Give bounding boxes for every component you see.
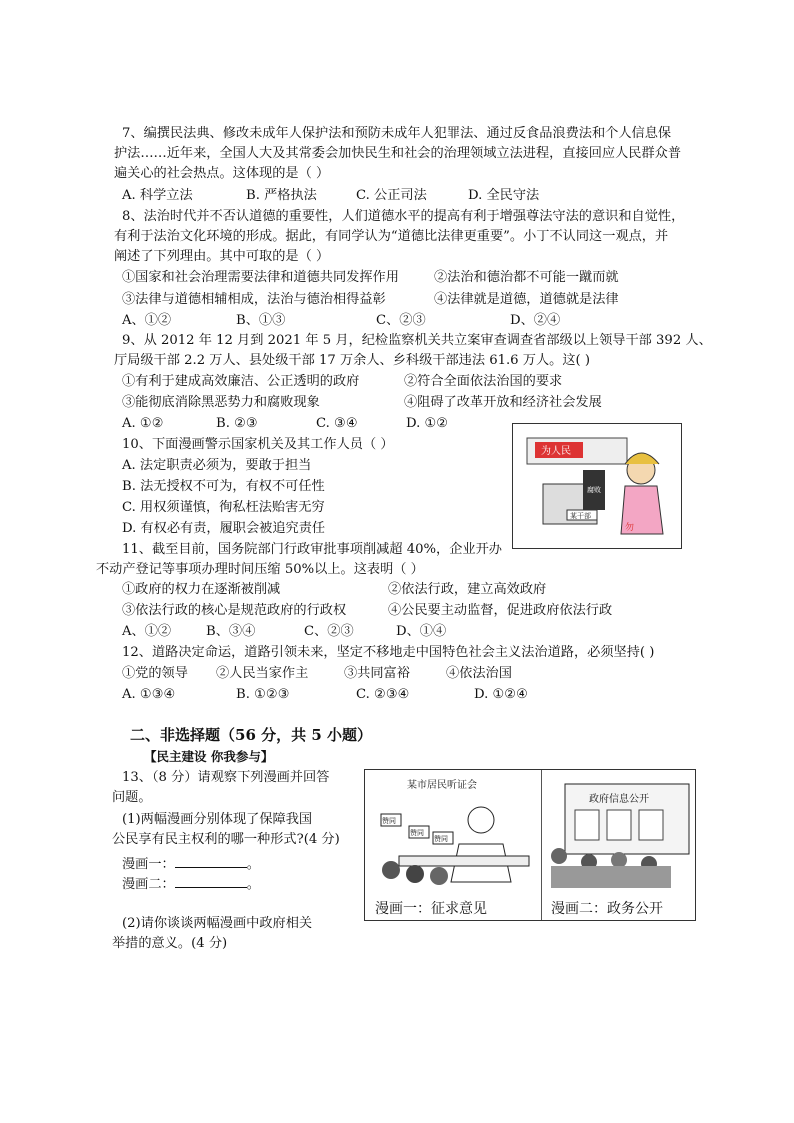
section-2-title: 二、非选择题（56 分，共 5 小题）: [130, 726, 372, 744]
q13-answer-1-label: 漫画一：: [122, 857, 175, 872]
q7-option-a: A. 科学立法: [122, 188, 193, 203]
q13-cartoon-2-drawing: [545, 774, 693, 894]
q8-option-c: C、②③: [376, 313, 426, 328]
cartoon-2-notice-2: [607, 810, 631, 840]
q10-option-c: C. 用权须谨慎，徇私枉法贻害无穷: [122, 500, 325, 515]
cartoon-1-sign-1-text: 赞同: [382, 817, 396, 825]
cartoon-2-crowd: [551, 866, 671, 888]
q13-cartoons: [364, 769, 696, 921]
q13-part2-line1: (2)请你谈谈两幅漫画中政府相关: [122, 916, 313, 931]
q7-line3: 遍关心的社会热点。这体现的是（ ）: [114, 166, 330, 181]
q13-answer-2-blank[interactable]: [175, 873, 247, 888]
q10-cartoon: [512, 423, 682, 549]
q10-line1: 10、下面漫画警示国家机关及其工作人员（ ）: [122, 437, 394, 452]
q12-option-d: D. ①②④: [474, 687, 528, 702]
q12-option-a: A. ①③④: [122, 687, 176, 702]
q13-answer-1-period: 。: [246, 857, 260, 872]
cartoon-1-caption: 漫画一：征求意见: [375, 901, 487, 917]
q11-statement-3: ③依法行政的核心是规范政府的行政权: [122, 603, 347, 618]
q9-option-d: D. ①②: [406, 416, 449, 431]
q11-statement-1: ①政府的权力在逐渐被削减: [122, 582, 281, 597]
cartoon-tag-text: 勿: [625, 523, 635, 533]
q8-line2: 有利于法治文化环境的形成。据此，有同学认为“道德比法律更重要”。小丁不认同这一观点，并: [114, 229, 669, 244]
cartoon-2-person-3: [611, 852, 627, 868]
q13-answer-2: [122, 873, 260, 895]
q12-line1: 12、道路决定命运，道路引领未来，坚定不移地走中国特色社会主义法治道路，必须坚持( ): [122, 645, 655, 660]
q7-option-d: D. 全民守法: [468, 188, 540, 203]
q13-part1-line2: 公民享有民主权利的哪一种形式?(4 分): [112, 832, 340, 847]
cartoon-1-title: 某市居民听证会: [407, 780, 477, 791]
q8-statement-1: ①国家和社会治理需要法律和道德共同发挥作用: [122, 270, 399, 285]
cartoon-2-notice-3: [639, 810, 663, 840]
cartoon-2-caption: 漫画二：政务公开: [551, 901, 663, 917]
q13-part2-line2: 举措的意义。(4 分): [112, 936, 228, 951]
q8-statement-4: ④法律就是道德，道德就是法律: [434, 292, 619, 307]
q8-option-a: A、①②: [122, 313, 172, 328]
q11-line2: 不动产登记等事项办理时间压缩 50%以上。这表明（ ）: [96, 562, 424, 577]
q9-statement-4: ④阻碍了改革开放和经济社会发展: [404, 395, 602, 410]
cartoon-1-sign-2-text: 赞同: [410, 829, 424, 837]
cartoon-divider: [541, 770, 542, 920]
q8-option-d: D、②④: [510, 313, 561, 328]
q12-statement-1: ①党的领导: [122, 666, 188, 681]
q11-option-c: C、②③: [304, 624, 354, 639]
q11-option-b: B、③④: [206, 624, 256, 639]
cartoon-2-notice-1: [575, 810, 599, 840]
q9-line2: 厅局级干部 2.2 万人、县处级干部 17 万余人、乡科级干部违法 61.6 万人。这( ): [114, 353, 590, 368]
q9-option-b: B. ②③: [216, 416, 258, 431]
q7-line1: 7、编撰民法典、修改未成年人保护法和预防未成年人犯罪法、通过反食品浪费法和个人信息保: [122, 126, 672, 141]
q8-statement-3: ③法律与道德相辅相成，法治与德治相得益彰: [122, 292, 386, 307]
q9-statement-2: ②符合全面依法治国的要求: [404, 374, 563, 389]
q8-statement-2: ②法治和德治都不可能一蹴而就: [434, 270, 619, 285]
q9-option-a: A. ①②: [122, 416, 164, 431]
q10-option-b: B. 法无授权不可为，有权不可任性: [122, 479, 325, 494]
cartoon-1-citizen-3: [430, 867, 448, 885]
q8-option-b: B、①③: [236, 313, 286, 328]
q8-line1: 8、法治时代并不否认道德的重要性，人们道德水平的提高有利于增强尊法守法的意识和自觉性，: [122, 209, 685, 224]
q11-option-d: D、①④: [396, 624, 447, 639]
q10-option-d: D. 有权必有责，履职会被追究责任: [122, 521, 326, 536]
q13-answer-2-period: 。: [246, 877, 260, 892]
q13-answer-1: [122, 853, 260, 875]
cartoon-1-citizen-1: [382, 861, 400, 879]
subsection-title: 【民主建设 你我参与】: [144, 749, 274, 764]
q10-cartoon-drawing: [513, 424, 681, 548]
cartoon-sign-text: 某干部: [570, 512, 591, 520]
q13-part1-line1: (1)两幅漫画分别体现了保障我国: [122, 812, 313, 827]
q12-option-c: C. ②③④: [356, 687, 410, 702]
q11-line1: 11、截至目前，国务院部门行政审批事项削减超 40%，企业开办: [122, 542, 502, 557]
q9-line1: 9、从 2012 年 12 月到 2021 年 5 月，纪检监察机关共立案审查调查省部级以上领导干部 392 人、: [122, 333, 712, 348]
q12-statement-4: ④依法治国: [446, 666, 512, 681]
cartoon-box-text: 腐败: [587, 486, 601, 494]
q9-statement-1: ①有利于建成高效廉洁、公正透明的政府: [122, 374, 360, 389]
q13-answer-1-blank[interactable]: [175, 853, 247, 868]
q12-option-b: B. ①②③: [236, 687, 290, 702]
q12-statement-2: ②人民当家作主: [216, 666, 309, 681]
q13-cartoon-1-drawing: [369, 774, 537, 894]
cartoon-1-table: [399, 856, 529, 866]
q11-statement-4: ④公民要主动监督，促进政府依法行政: [388, 603, 613, 618]
cartoon-woman-hair: [625, 453, 659, 464]
q11-option-a: A、①②: [122, 624, 172, 639]
cartoon-banner-text: 为人民: [541, 446, 571, 457]
cartoon-1-official-head: [468, 807, 494, 833]
q7-line2: 护法……近年来，全国人大及其常委会加快民生和社会的治理领域立法进程，直接回应人民群众普: [114, 146, 682, 161]
q9-option-c: C. ③④: [316, 416, 358, 431]
q11-statement-2: ②依法行政，建立高效政府: [388, 582, 547, 597]
q13-line1: 13、（8 分）请观察下列漫画并回答: [122, 770, 330, 785]
q9-statement-3: ③能彻底消除黑恶势力和腐败现象: [122, 395, 320, 410]
cartoon-1-citizen-2: [406, 865, 424, 883]
q13-line2: 问题。: [112, 790, 152, 805]
q7-option-b: B. 严格执法: [246, 188, 317, 203]
cartoon-1-sign-3-text: 赞同: [434, 835, 448, 843]
q8-line3: 阐述了下列理由。其中可取的是（ ）: [114, 249, 330, 264]
q12-statement-3: ③共同富裕: [344, 666, 410, 681]
q10-option-a: A. 法定职责必须为，要敢于担当: [122, 458, 312, 473]
cartoon-2-person-1: [551, 848, 567, 864]
cartoon-2-title: 政府信息公开: [589, 794, 649, 805]
q13-answer-2-label: 漫画二：: [122, 877, 175, 892]
q7-option-c: C. 公正司法: [356, 188, 427, 203]
